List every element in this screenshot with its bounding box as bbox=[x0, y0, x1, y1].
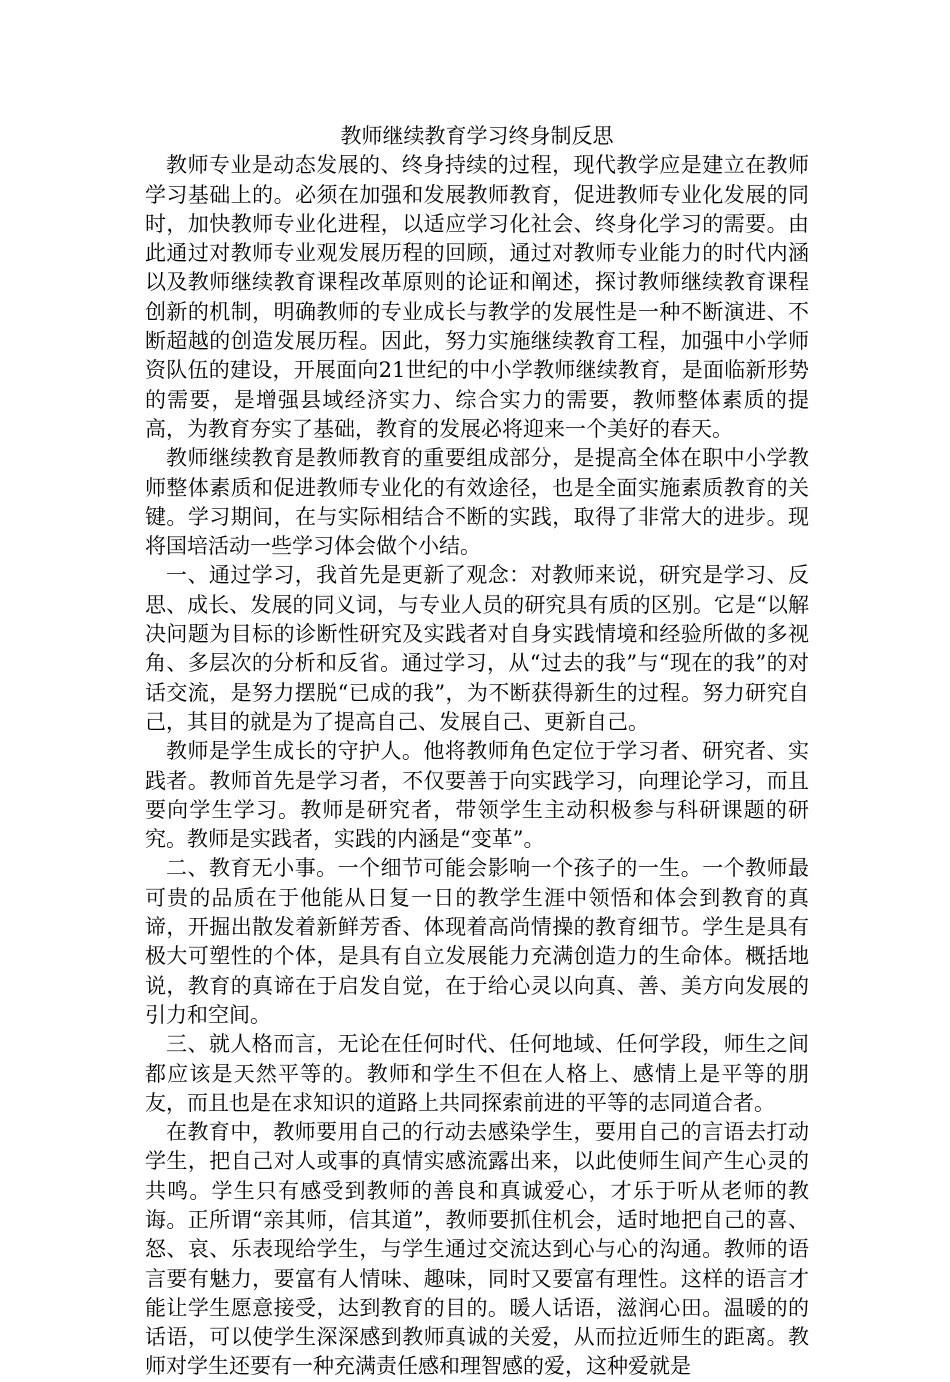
paragraph-teacher-language: 在教育中，教师要用自己的行动去感染学生，要用自己的言语去打动学生，把自己对人或事的真情实感流露出来，以此使师生间产生心灵的共鸣。学生只有感受到教师的善良和真诚爱心，才乐于听从老师的教诲。正所谓“亲其师，信其道”，教师要抓住机会，适时地把自己的喜、怒、哀、乐表现给学生，与学生通过交流达到心与心的沟通。教师的语言要有魅力，要富有人情味、趣味，同时又要富有理性。这样的语言才能让学生愿意接受，达到教育的目的。暖人话语，滋润心田。温暖的的话语，可以使学生深深感到教师真诚的关爱，从而拉近师生的距离。教师对学生还要有一种充满责任感和理智感的爱，这种爱就是 bbox=[145, 1120, 809, 1379]
paragraph-point-three: 三、就人格而言，无论在任何时代、任何地域、任何学段，师生之间都应该是天然平等的。教师和学生不但在人格上、感情上是平等的朋友，而且也是在求知识的道路上共同探索前进的平等的志同道合者。 bbox=[145, 1032, 809, 1115]
paragraph-intro: 教师专业是动态发展的、终身持续的过程，现代教学应是建立在教师学习基础上的。必须在加强和发展教师教育，促进教师专业化发展的同时，加快教师专业化进程，以适应学习化社会、终身化学习的需要。由此通过对教师专业观发展历程的回顾，通过对教师专业能力的时代内涵以及教师继续教育课程改革原则的论证和阐述，探讨教师继续教育课程创新的机制，明确教师的专业成长与教学的发展性是一种不断演进、不断超越的创造发展历程。因此，努力实施继续教育工程，加强中小学师资队伍的建设，开展面向21世纪的中小学教师继续教育，是面临新形势的需要，是增强县域经济实力、综合实力的需要，教师整体素质的提高，为教育夯实了基础，教育的发展必将迎来一个美好的春天。 bbox=[145, 153, 809, 441]
paragraph-teacher-roles: 教师是学生成长的守护人。他将教师角色定位于学习者、研究者、实践者。教师首先是学习者，不仅要善于向实践学习，向理论学习，而且要向学生学习。教师是研究者，带领学生主动积极参与科研课题的研究。教师是实践者，实践的内涵是“变革”。 bbox=[145, 739, 809, 852]
document-page bbox=[145, 122, 809, 1382]
document-title: 教师继续教育学习终身制反思 bbox=[340, 124, 614, 148]
paragraph-point-two: 二、教育无小事。一个细节可能会影响一个孩子的一生。一个教师最可贵的品质在于他能从日复一日的教学生涯中领悟和体会到教育的真谛，开掘出散发着新鲜芳香、体现着高尚情操的教育细节。学生是具有极大可塑性的个体，是具有自立发展能力充满创造力的生命体。概括地说，教育的真谛在于启发自觉，在于给心灵以向真、善、美方向发展的引力和空间。 bbox=[145, 856, 809, 1027]
paragraph-point-one: 一、通过学习，我首先是更新了观念：对教师来说，研究是学习、反思、成长、发展的同义词，与专业人员的研究具有质的区别。它是“以解决问题为目标的诊断性研究及实践者对自身实践情境和经验所做的多视角、多层次的分析和反省。通过学习，从“过去的我”与“现在的我”的对话交流，是努力摆脱“已成的我”，为不断获得新生的过程。努力研究自己，其目的就是为了提高自己、发展自己、更新自己。 bbox=[145, 563, 809, 734]
paragraph-continuing-education: 教师继续教育是教师教育的重要组成部分，是提高全体在职中小学教师整体素质和促进教师专业化的有效途径，也是全面实施素质教育的关键。学习期间，在与实际相结合不断的实践，取得了非常大的进步。现将国培活动一些学习体会做个小结。 bbox=[145, 446, 809, 559]
